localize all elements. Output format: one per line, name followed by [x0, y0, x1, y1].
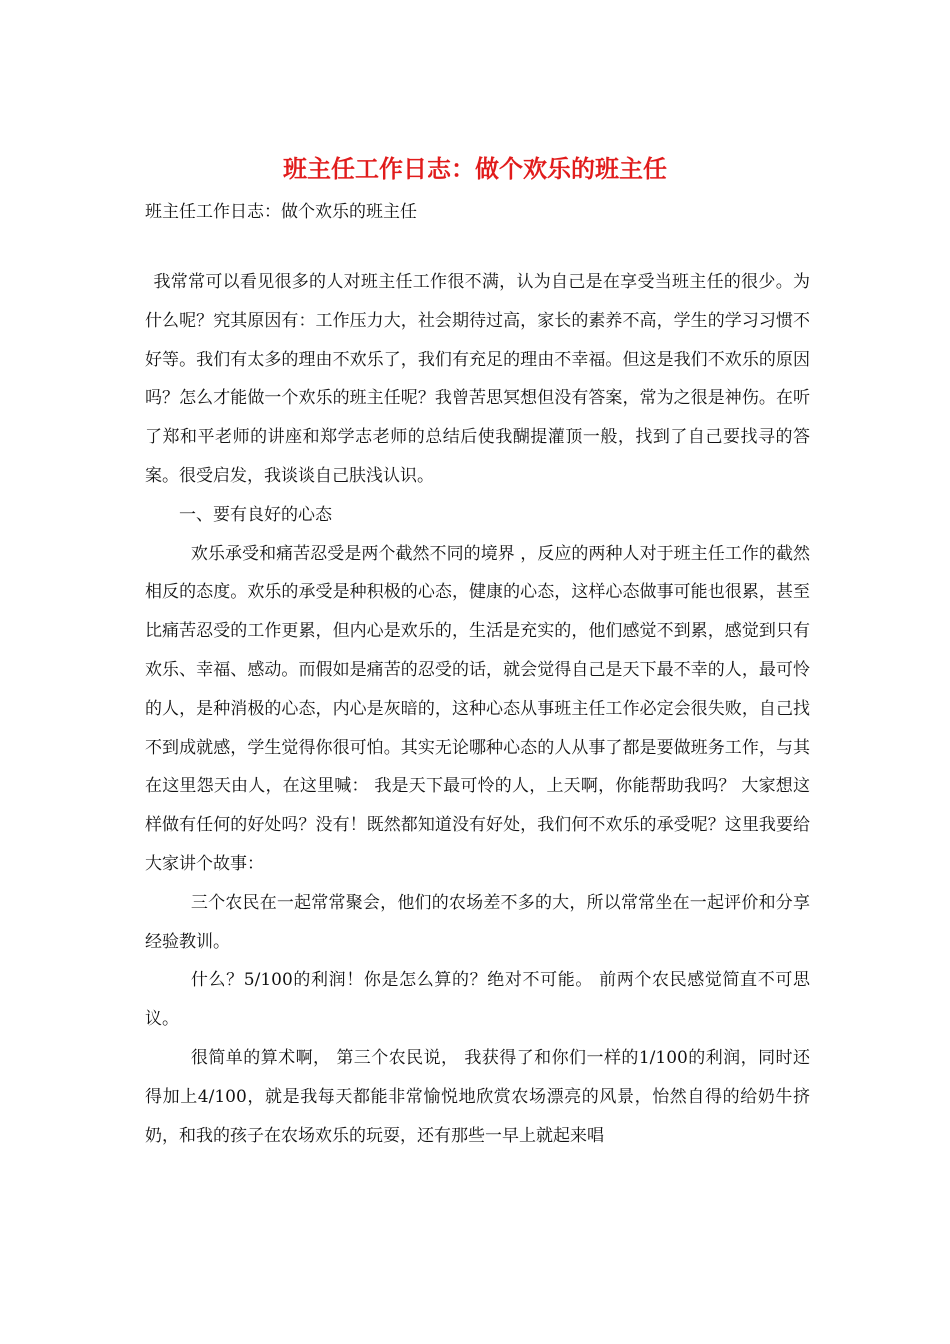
- paragraph-story-question: 什么？5/100的利润！你是怎么算的？绝对不可能。 前两个农民感觉简直不可思议。: [145, 970, 810, 1030]
- document-body: [145, 263, 810, 1155]
- document-subtitle: 班主任工作日志：做个欢乐的班主任: [145, 202, 417, 222]
- paragraph-intro: 我常常可以看见很多的人对班主任工作很不满，认为自己是在享受当班主任的很少。为什么呢？究其原因有：工作压力大，社会期待过高，家长的素养不高，学生的学习习惯不好等。我们有太多的理由不欢乐了，我们有充足的理由不幸福。但这是我们不欢乐的原因吗？怎么才能做一个欢乐的班主任呢？我曾苦思冥想但没有答案，常为之很是神伤。在听了郑和平老师的讲座和郑学志老师的总结后使我醐提灌顶一般，找到了自己要找寻的答案。很受启发，我谈谈自己肤浅认识。: [145, 272, 810, 486]
- paragraph-attitude: 欢乐承受和痛苦忍受是两个截然不同的境界 ，反应的两种人对于班主任工作的截然相反的态度。欢乐的承受是种积极的心态，健康的心态，这样心态做事可能也很累，甚至比痛苦忍受的工作更累，但内心是欢乐的，生活是充实的，他们感觉不到累，感觉到只有欢乐、幸福、感动。而假如是痛苦的忍受的话，就会觉得自己是天下最不幸的人，最可怜的人，是种消极的心态，内心是灰暗的，这种心态从事班主任工作必定会很失败，自己找不到成就感，学生觉得你很可怕。其实无论哪种心态的人从事了都是要做班务工作，与其在这里怨天由人，在这里喊： 我是天下最可怜的人，上天啊，你能帮助我吗？ 大家想这样做有任何的好处吗？没有！既然都知道没有好处，我们何不欢乐的承受呢？这里我要给大家讲个故事：: [145, 543, 810, 874]
- paragraph-story-answer: 很简单的算术啊， 第三个农民说， 我获得了和你们一样的1/100的利润，同时还得加上4/100，就是我每天都能非常愉悦地欣赏农场漂亮的风景，怡然自得的给奶牛挤奶，和我的孩子在农场欢乐的玩耍，还有那些一早上就起来唱: [145, 1047, 810, 1146]
- section-heading: 一、要有良好的心态: [179, 504, 332, 525]
- paragraph-story-start: 三个农民在一起常常聚会，他们的农场差不多的大，所以常常坐在一起评价和分享经验教训。: [145, 892, 810, 952]
- document-title: 班主任工作日志：做个欢乐的班主任: [283, 154, 667, 183]
